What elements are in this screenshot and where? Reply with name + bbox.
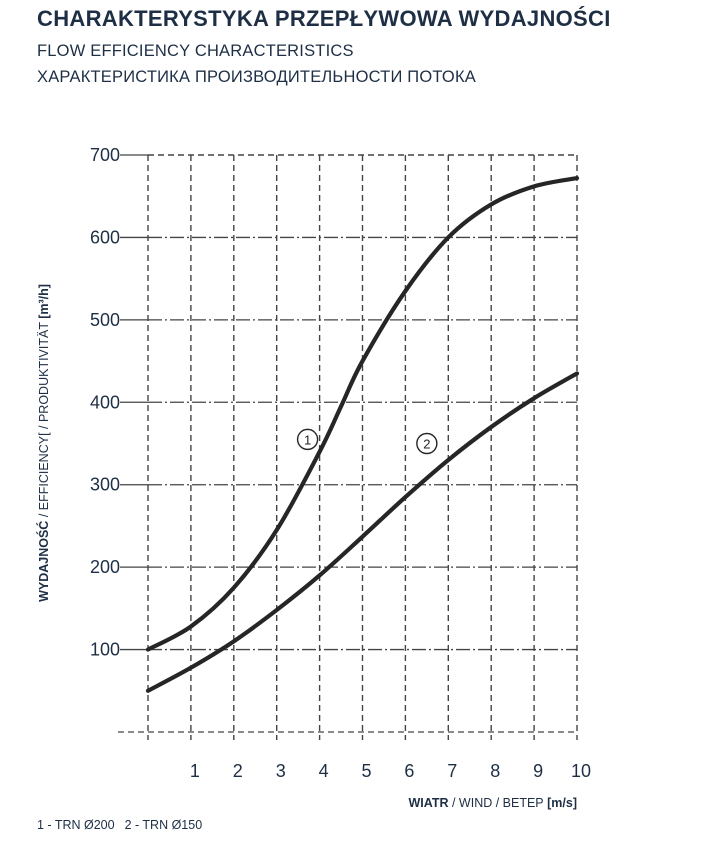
- legend-item-2: 2 - TRN Ø150: [124, 818, 203, 832]
- chart-title: CHARAKTERYSTYKA PRZEPŁYWOWA WYDAJNOŚCI: [37, 6, 611, 31]
- legend-footnote: [37, 818, 202, 832]
- y-tick-label-700: 700: [89, 145, 120, 165]
- x-tick-label-10: 10: [570, 761, 592, 781]
- chart-subtitle-en: FLOW EFFICIENCY CHARACTERISTICS: [37, 42, 354, 60]
- x-tick-label-3: 3: [275, 761, 286, 781]
- series-marker-label-1: 1: [303, 432, 312, 448]
- y-tick-label-500: 500: [89, 309, 120, 330]
- y-axis-label: WYDAJNOŚĆ / EFFICIENCY[ / PRODUKTIVITÄT [m³/h]: [37, 284, 51, 602]
- label-layer: [36, 284, 577, 810]
- x-tick-label-6: 6: [404, 761, 415, 781]
- x-tick-label-1: 1: [189, 761, 200, 781]
- series-line-2: [148, 373, 577, 690]
- x-tick-label-2: 2: [232, 761, 243, 781]
- y-tick-label-600: 600: [89, 227, 120, 248]
- x-tick-label-4: 4: [318, 761, 329, 781]
- x-tick-label-5: 5: [361, 761, 372, 781]
- y-tick-label-100: 100: [89, 639, 120, 660]
- axis-layer: [90, 145, 591, 781]
- chart-subtitle-ru: ХАРАКТЕРИСТИКА ПРОИЗВОДИТЕЛЬНОСТИ ПОТОКА: [37, 68, 476, 86]
- y-tick-label-400: 400: [89, 392, 120, 413]
- x-tick-label-7: 7: [447, 761, 458, 781]
- grid-layer: [118, 155, 577, 740]
- y-tick-label-300: 300: [89, 474, 120, 495]
- x-tick-label-9: 9: [533, 761, 544, 781]
- series-layer: [148, 178, 577, 691]
- legend-item-1: 1 - TRN Ø200: [37, 818, 115, 832]
- series-marker-label-2: 2: [423, 436, 431, 452]
- y-tick-label-200: 200: [89, 557, 120, 578]
- x-tick-label-8: 8: [490, 761, 501, 781]
- x-axis-label: WIATR / WIND / ВЕТЕР [m/s]: [408, 796, 577, 810]
